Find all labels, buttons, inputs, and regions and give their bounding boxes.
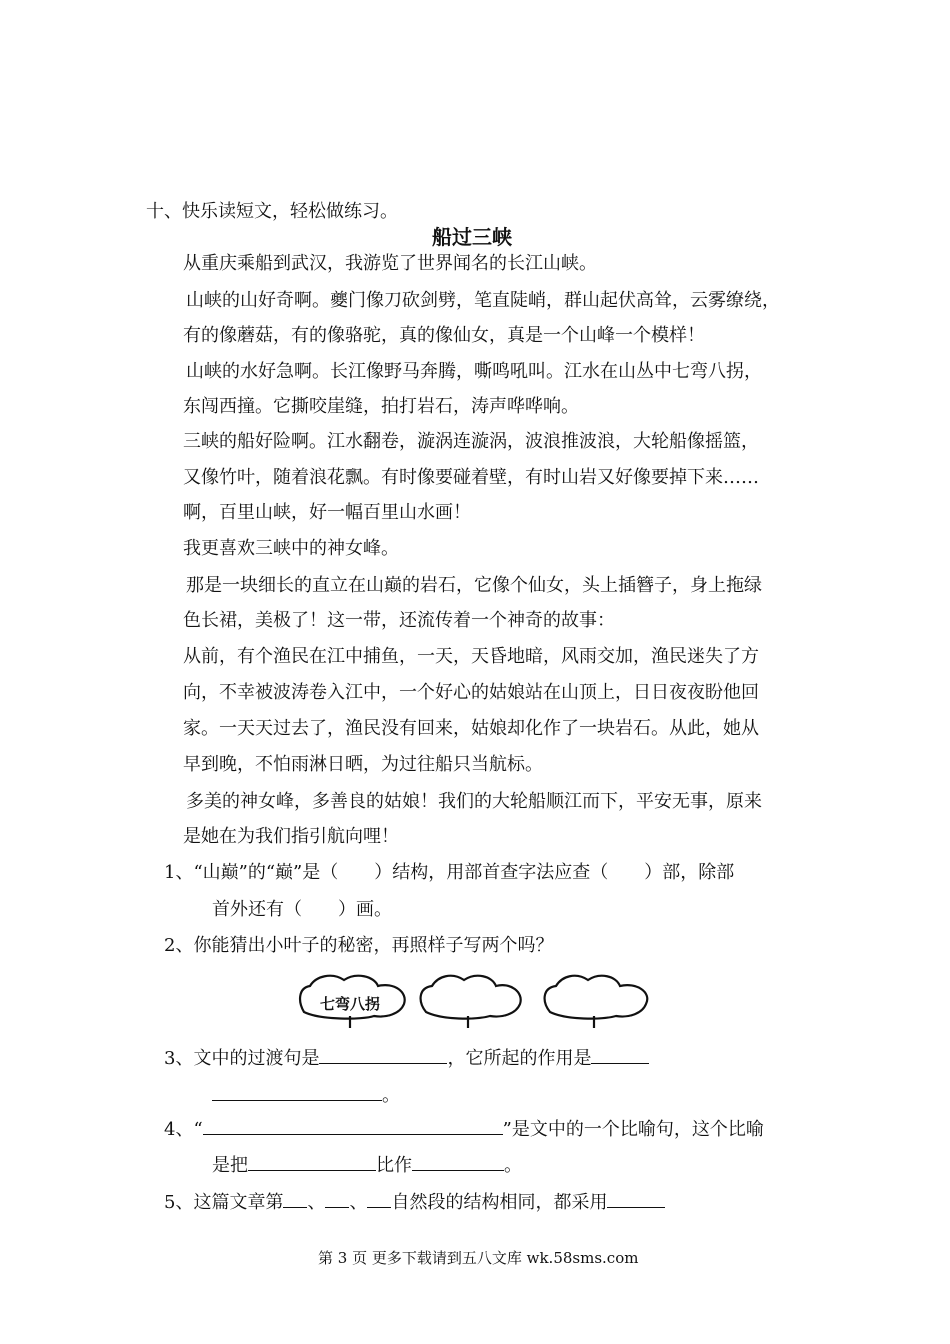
question-2: 2、你能猜出小叶子的秘密，再照样子写两个吗？ (164, 935, 554, 956)
article-line: 东闯西撞。它撕咬崖缝，拍打岩石，涛声哗哗响。 (183, 396, 579, 417)
article-line: 家。一天天过去了，渔民没有回来，姑娘却化作了一块岩石。从此，她从 (183, 718, 759, 739)
question-5 (164, 1191, 665, 1214)
question-1: 1、“山巅”的“巅”是（ ）结构，用部首查字法应查（ ）部，除部 (164, 862, 735, 883)
question-5-separator: 、 (349, 1192, 368, 1213)
question-5-middle: 自然段的结构相同，都采用 (391, 1192, 608, 1213)
article-line: 向，不幸被波涛卷入江中，一个好心的姑娘站在山顶上，日日夜夜盼他回 (183, 682, 759, 703)
article-line: 三峡的船好险啊。江水翻卷，漩涡连漩涡，波浪推波浪，大轮船像摇篮， (183, 431, 759, 452)
article-line: 我更喜欢三峡中的神女峰。 (183, 538, 399, 559)
page-footer: 第 3 页 更多下载请到五八文库 wk.58sms.com (318, 1249, 639, 1267)
answer-blank[interactable] (248, 1154, 376, 1171)
article-line: 啊，百里山峡，好一幅百里山水画！ (183, 502, 471, 523)
question-3-middle: ，它所起的作用是 (447, 1048, 592, 1069)
article-line: 又像竹叶，随着浪花飘。有时像要碰着壁，有时山岩又好像要掉下来…… (183, 467, 759, 488)
article-line: 从重庆乘船到武汉，我游览了世界闻名的长江山峡。 (183, 253, 597, 274)
article-line: 色长裙，美极了！这一带，还流传着一个神奇的故事： (183, 610, 615, 631)
answer-blank[interactable] (283, 1191, 307, 1208)
question-3 (164, 1047, 649, 1070)
question-4-middle: ”是文中的一个比喻句，这个比喻 (502, 1119, 764, 1140)
question-4-prefix: 4、“ (164, 1119, 203, 1140)
leaf-example-text: 七弯八拐 (320, 995, 381, 1013)
article-line: 那是一块细长的直立在山巅的岩石，它像个仙女，头上插簪子，身上拖绿 (186, 575, 762, 596)
answer-blank[interactable] (607, 1191, 665, 1208)
answer-blank[interactable] (412, 1154, 504, 1171)
question-5-prefix: 5、这篇文章第 (164, 1192, 284, 1213)
article-line: 有的像蘑菇，有的像骆驼，真的像仙女，真是一个山峰一个模样！ (183, 325, 705, 346)
article-title: 船过三峡 (432, 225, 512, 249)
question-4-continued (212, 1154, 522, 1177)
article-line: 山峡的水好急啊。长江像野马奔腾，嘶鸣吼叫。江水在山丛中七弯八拐， (186, 361, 762, 382)
question-3-end: 。 (382, 1085, 400, 1106)
question-3-prefix: 3、文中的过渡句是 (164, 1048, 320, 1069)
leaf-blank-1[interactable] (421, 976, 521, 1028)
question-3-continued (212, 1084, 400, 1107)
answer-blank[interactable] (367, 1191, 391, 1208)
article-line: 早到晚，不怕雨淋日晒，为过往船只当航标。 (183, 754, 543, 775)
question-1-continued: 首外还有（ ）画。 (212, 899, 392, 920)
section-heading: 十、快乐读短文，轻松做练习。 (146, 201, 398, 222)
article-line: 山峡的山好奇啊。夔门像刀砍剑劈，笔直陡峭，群山起伏高耸，云雾缭绕， (186, 290, 780, 311)
leaf-blank-2[interactable] (545, 976, 648, 1028)
answer-blank[interactable] (319, 1047, 447, 1064)
answer-blank[interactable] (591, 1047, 649, 1064)
article-line: 是她在为我们指引航向哩！ (183, 826, 399, 847)
question-4-part-d: 比作 (376, 1155, 412, 1176)
question-5-separator: 、 (307, 1192, 326, 1213)
question-4-end: 。 (504, 1155, 522, 1176)
article-line: 从前，有个渔民在江中捕鱼，一天，天昏地暗，风雨交加，渔民迷失了方 (183, 646, 759, 667)
leaf-exercise (296, 968, 666, 1032)
question-4-part-c: 是把 (212, 1155, 248, 1176)
answer-blank[interactable] (325, 1191, 349, 1208)
answer-blank[interactable] (203, 1118, 503, 1135)
answer-blank[interactable] (212, 1084, 382, 1101)
question-4 (164, 1118, 764, 1141)
article-line: 多美的神女峰，多善良的姑娘！我们的大轮船顺江而下，平安无事，原来 (186, 791, 762, 812)
